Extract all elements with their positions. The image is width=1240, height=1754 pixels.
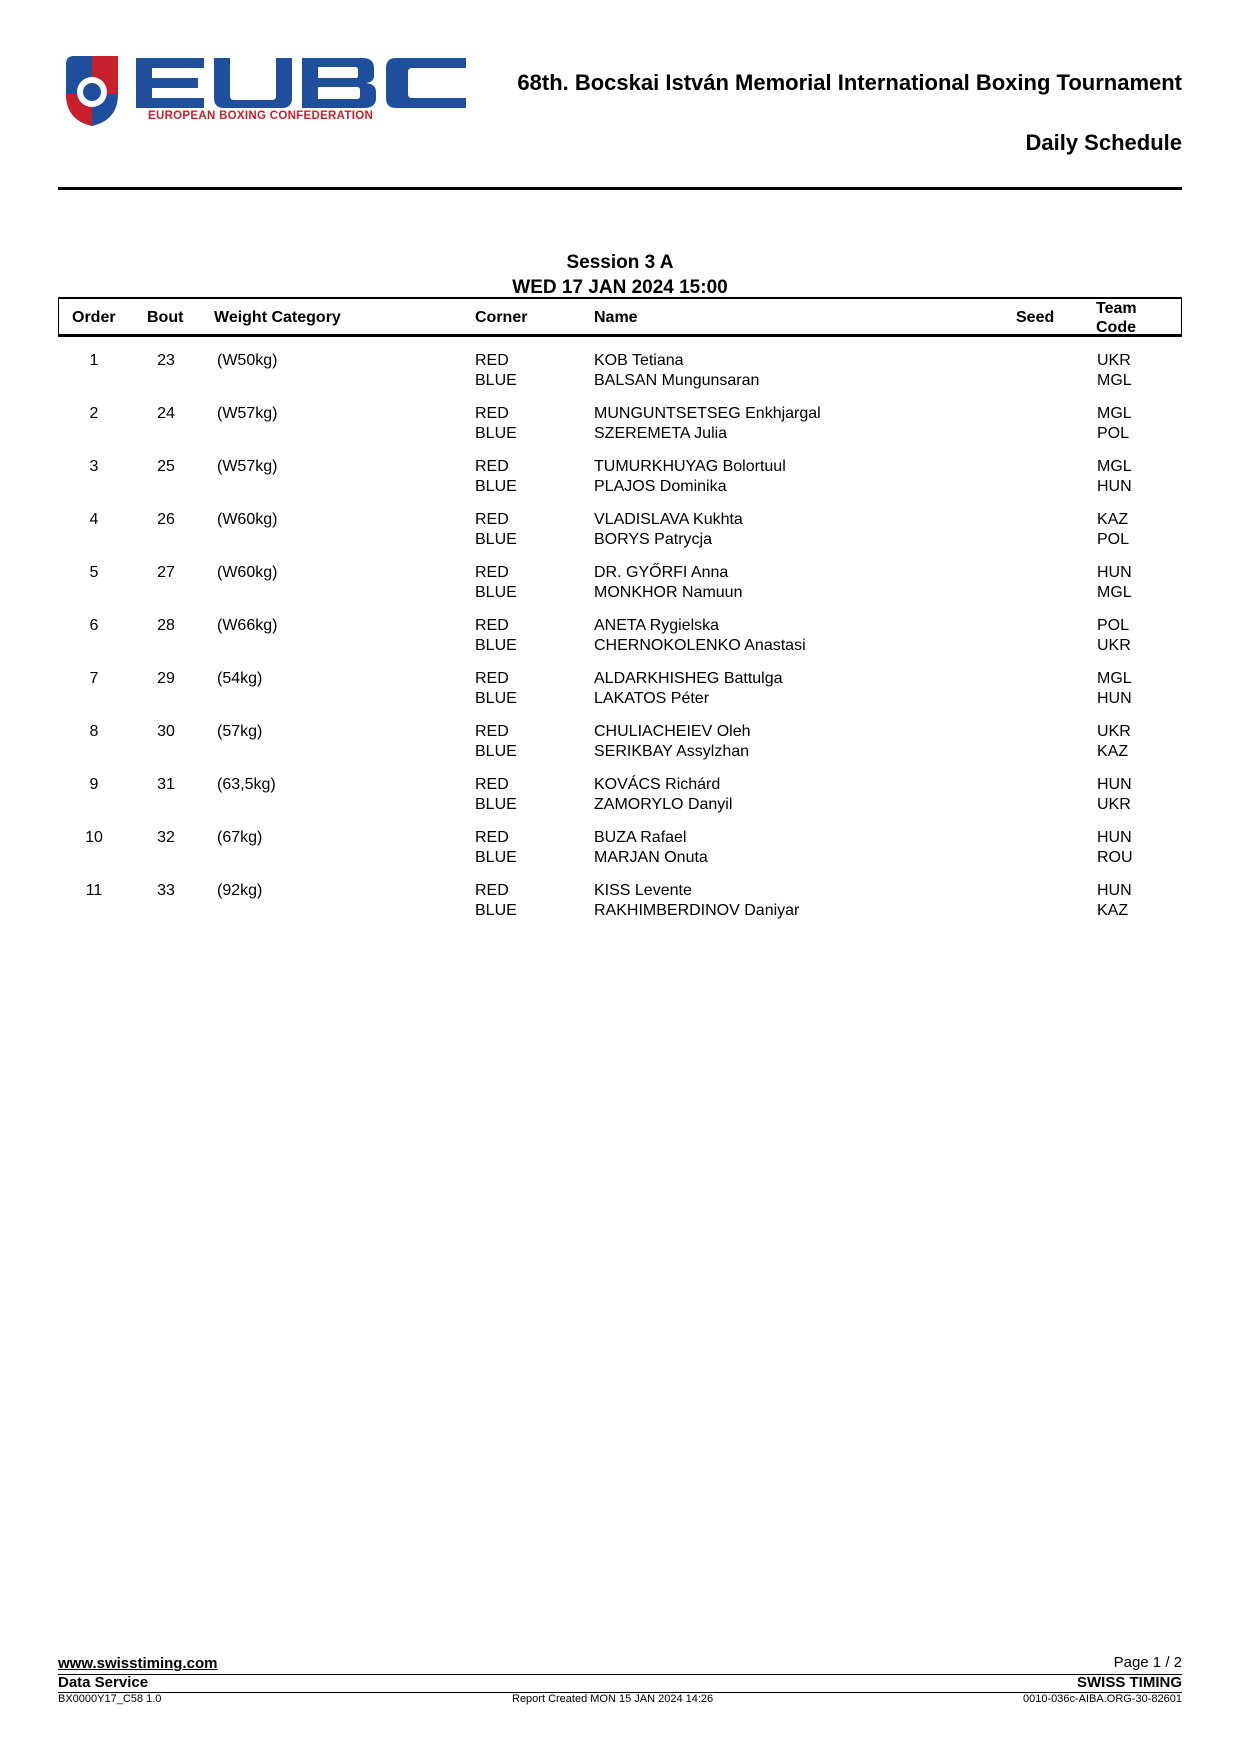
blue-corner: BLUE [475, 690, 517, 707]
blue-team-code: MGL [1097, 584, 1132, 601]
bout-number: 28 [157, 617, 175, 634]
red-team-code: MGL [1097, 458, 1132, 475]
bout-order: 1 [89, 352, 99, 369]
table-row [0, 772, 1240, 825]
red-corner: RED [475, 458, 509, 475]
red-corner: RED [475, 882, 509, 899]
weight-category: (54kg) [217, 670, 263, 687]
weight-category: (92kg) [217, 882, 263, 899]
bout-number: 33 [157, 882, 175, 899]
table-row [0, 878, 1240, 931]
red-boxer-name: MUNGUNTSETSEG Enkhjargal [594, 405, 821, 422]
blue-boxer-name: LAKATOS Péter [594, 690, 710, 707]
red-corner: RED [475, 670, 509, 687]
corner-cell [475, 351, 517, 391]
report-created: Report Created MON 15 JAN 2024 14:26 [512, 1693, 714, 1705]
blue-boxer-name: ZAMORYLO Danyil [594, 796, 733, 813]
boxer-names [594, 404, 821, 444]
table-row [0, 401, 1240, 454]
team-codes [1097, 351, 1132, 391]
table-row [0, 560, 1240, 613]
team-codes [1097, 563, 1132, 603]
weight-category: (57kg) [217, 723, 263, 740]
corner-cell [475, 828, 517, 868]
weight-category: (W50kg) [217, 352, 278, 369]
table-row [0, 719, 1240, 772]
blue-team-code: ROU [1097, 849, 1133, 866]
session-name: Session 3 A [566, 252, 674, 273]
bout-number: 23 [157, 352, 175, 369]
bout-order: 2 [89, 405, 99, 422]
bout-number: 32 [157, 829, 175, 846]
red-boxer-name: KOB Tetiana [594, 352, 684, 369]
bout-number: 31 [157, 776, 175, 793]
footer-url-link[interactable]: www.swisstiming.com [58, 1655, 218, 1672]
red-corner: RED [475, 405, 509, 422]
corner-cell [475, 722, 517, 762]
blue-corner: BLUE [475, 584, 517, 601]
blue-corner: BLUE [475, 902, 517, 919]
column-seed: Seed [1016, 309, 1055, 326]
blue-corner: BLUE [475, 372, 517, 389]
blue-team-code: POL [1097, 425, 1130, 442]
weight-category: (W57kg) [217, 405, 278, 422]
bout-order: 6 [89, 617, 99, 634]
blue-boxer-name: MONKHOR Namuun [594, 584, 743, 601]
red-team-code: UKR [1097, 352, 1131, 369]
weight-category: (W60kg) [217, 564, 278, 581]
table-row [0, 454, 1240, 507]
red-corner: RED [475, 511, 509, 528]
column-corner: Corner [475, 309, 528, 326]
red-boxer-name: CHULIACHEIEV Oleh [594, 723, 751, 740]
corner-cell [475, 563, 517, 603]
corner-cell [475, 616, 517, 656]
blue-boxer-name: PLAJOS Dominika [594, 478, 727, 495]
corner-cell [475, 669, 517, 709]
boxer-names [594, 669, 783, 709]
red-team-code: HUN [1097, 829, 1132, 846]
red-team-code: HUN [1097, 564, 1132, 581]
team-codes [1097, 775, 1132, 815]
blue-team-code: UKR [1097, 796, 1131, 813]
corner-cell [475, 881, 517, 921]
table-row [0, 613, 1240, 666]
red-corner: RED [475, 617, 509, 634]
boxer-names [594, 828, 708, 868]
session-datetime: WED 17 JAN 2024 15:00 [512, 277, 728, 298]
blue-boxer-name: BALSAN Mungunsaran [594, 372, 760, 389]
team-codes [1097, 722, 1131, 762]
team-codes [1097, 828, 1133, 868]
bout-order: 10 [85, 829, 103, 846]
red-team-code: POL [1097, 617, 1130, 634]
table-row [0, 507, 1240, 560]
boxer-names [594, 722, 751, 762]
blue-corner: BLUE [475, 637, 517, 654]
team-codes [1097, 881, 1132, 921]
blue-boxer-name: SZEREMETA Julia [594, 425, 728, 442]
red-boxer-name: KOVÁCS Richárd [594, 776, 721, 793]
report-code: BX0000Y17_C58 1.0 [58, 1693, 162, 1705]
bout-order: 8 [89, 723, 99, 740]
blue-team-code: UKR [1097, 637, 1131, 654]
header-divider [58, 187, 1182, 190]
document-id: 0010-036c-AIBA.ORG-30-82601 [1023, 1693, 1182, 1705]
eubc-logo [62, 54, 482, 130]
blue-boxer-name: MARJAN Onuta [594, 849, 708, 866]
team-codes [1097, 616, 1131, 656]
column-bout: Bout [147, 309, 184, 326]
bout-order: 3 [89, 458, 99, 475]
red-team-code: KAZ [1097, 511, 1129, 528]
blue-corner: BLUE [475, 796, 517, 813]
boxer-names [594, 351, 759, 391]
blue-corner: BLUE [475, 531, 517, 548]
blue-team-code: HUN [1097, 478, 1132, 495]
corner-cell [475, 404, 517, 444]
session-heading [0, 250, 1240, 300]
logo-subtitle: EUROPEAN BOXING CONFEDERATION [148, 110, 374, 122]
red-corner: RED [475, 564, 509, 581]
table-row [0, 666, 1240, 719]
footer-divider [58, 1674, 1182, 1675]
column-weight-category: Weight Category [214, 309, 341, 326]
swiss-timing-label: SWISS TIMING [1077, 1674, 1182, 1691]
red-corner: RED [475, 723, 509, 740]
boxer-names [594, 616, 806, 656]
column-order: Order [72, 309, 116, 326]
blue-team-code: POL [1097, 531, 1130, 548]
corner-cell [475, 775, 517, 815]
blue-corner: BLUE [475, 743, 517, 760]
corner-cell [475, 510, 517, 550]
column-team-code [1096, 299, 1137, 337]
column-team-label: Team [1096, 300, 1137, 317]
boxer-names [594, 510, 743, 550]
boxer-names [594, 563, 742, 603]
weight-category: (W57kg) [217, 458, 278, 475]
weight-category: (W60kg) [217, 511, 278, 528]
blue-corner: BLUE [475, 425, 517, 442]
corner-cell [475, 457, 517, 497]
weight-category: (63,5kg) [217, 776, 276, 793]
red-team-code: UKR [1097, 723, 1131, 740]
table-header [58, 297, 1182, 337]
bout-order: 7 [89, 670, 99, 687]
red-team-code: MGL [1097, 670, 1132, 687]
boxer-names [594, 775, 732, 815]
table-row [0, 348, 1240, 401]
bout-number: 30 [157, 723, 175, 740]
bout-order: 4 [89, 511, 99, 528]
red-team-code: HUN [1097, 776, 1132, 793]
red-boxer-name: BUZA Rafael [594, 829, 687, 846]
weight-category: (67kg) [217, 829, 263, 846]
bout-order: 9 [89, 776, 99, 793]
blue-boxer-name: SERIKBAY Assylzhan [594, 743, 750, 760]
boxer-names [594, 881, 799, 921]
team-codes [1097, 457, 1132, 497]
red-boxer-name: VLADISLAVA Kukhta [594, 511, 743, 528]
red-boxer-name: ANETA Rygielska [594, 617, 720, 634]
document-subtitle: Daily Schedule [1025, 130, 1182, 155]
bout-order: 5 [89, 564, 99, 581]
data-service-label: Data Service [58, 1674, 149, 1691]
red-boxer-name: TUMURKHUYAG Bolortuul [594, 458, 786, 475]
red-team-code: HUN [1097, 882, 1132, 899]
blue-boxer-name: RAKHIMBERDINOV Daniyar [594, 902, 800, 919]
page-number: Page 1 / 2 [1113, 1654, 1182, 1671]
red-corner: RED [475, 829, 509, 846]
table-row [0, 825, 1240, 878]
bout-number: 24 [157, 405, 175, 422]
weight-category: (W66kg) [217, 617, 278, 634]
blue-team-code: KAZ [1097, 902, 1129, 919]
tournament-title: 68th. Bocskai István Memorial International Boxing Tournament [517, 70, 1182, 95]
boxer-names [594, 457, 786, 497]
red-team-code: MGL [1097, 405, 1132, 422]
red-boxer-name: DR. GYŐRFI Anna [594, 564, 729, 581]
blue-boxer-name: BORYS Patrycja [594, 531, 712, 548]
bout-list [0, 348, 1240, 931]
bout-number: 27 [157, 564, 175, 581]
blue-team-code: KAZ [1097, 743, 1129, 760]
bout-number: 29 [157, 670, 175, 687]
blue-boxer-name: CHERNOKOLENKO Anastasi [594, 637, 806, 654]
red-corner: RED [475, 776, 509, 793]
team-codes [1097, 404, 1132, 444]
bout-number: 26 [157, 511, 175, 528]
blue-team-code: MGL [1097, 372, 1132, 389]
blue-corner: BLUE [475, 849, 517, 866]
team-codes [1097, 669, 1132, 709]
team-codes [1097, 510, 1129, 550]
red-boxer-name: KISS Levente [594, 882, 692, 899]
column-code-label: Code [1096, 319, 1136, 336]
blue-team-code: HUN [1097, 690, 1132, 707]
red-corner: RED [475, 352, 509, 369]
blue-corner: BLUE [475, 478, 517, 495]
red-boxer-name: ALDARKHISHEG Battulga [594, 670, 783, 687]
bout-order: 11 [85, 882, 103, 899]
column-name: Name [594, 309, 638, 326]
bout-number: 25 [157, 458, 175, 475]
